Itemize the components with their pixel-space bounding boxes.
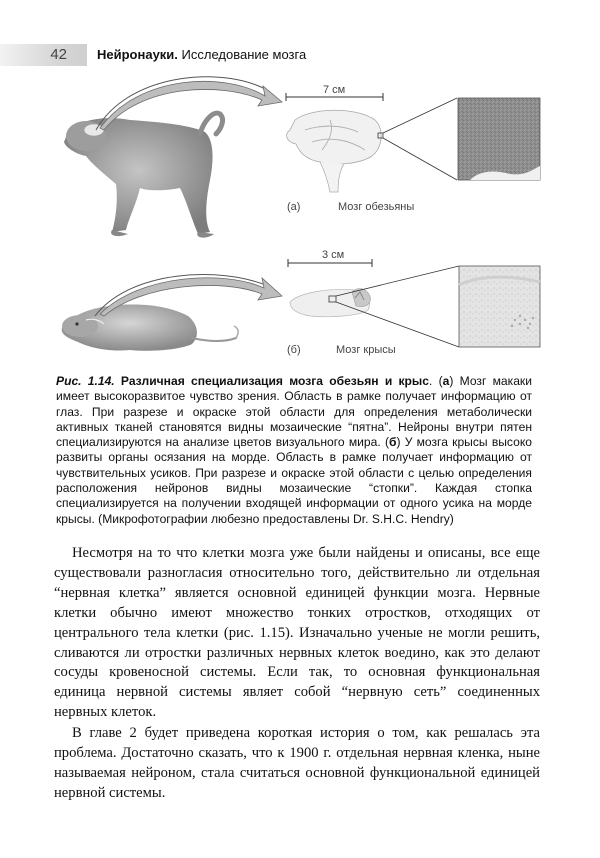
panel-label-b: Мозг крысы — [336, 344, 396, 356]
caption-part-b: У мозга крысы высоко развиты органы осязания на морде. Область в рамке получает информацию от чувствительных усиков. При разрезе и окраске этой области с целью определения расположения нейронов видны мозаические “стопки”. Каждая стопка специализируется на получении входящей информации от одного усика на морде крысы. (Микрофотографии любезно предоставлены Dr. S.H.C. Hendry) — [56, 435, 532, 526]
figure-1-14 — [0, 70, 600, 370]
figure-number: Рис. 1.14. — [56, 374, 115, 388]
rat-illustration — [62, 304, 238, 350]
running-head-title — [97, 47, 306, 62]
scale-label-a: 7 см — [323, 84, 346, 96]
figure-caption: Рис. 1.14. Различная специализация мозга обезьян и крыс. (а) Мозг макаки имеет высокоразвитое чувство зрения. Область в рамке получает информацию от глаз. При разрезе и окраске этой области для определения метаболически активных тканей становятся видны мозаические “пятна”. Нейроны внутри пятен специализируются на анализе цветов визуального мира. (б) У мозга крысы высоко развиты органы осязания на морде. Область в рамке получает информацию от чувствительных усиков. При разрезе и окраске этой области с целью определения расположения нейронов видны мозаические “стопки”. Каждая стопка специализируется на получении входящей информации от одного усика на морде крысы. (Микрофотографии любезно предоставлены Dr. S.H.C. Hendry) — [56, 374, 532, 526]
panel-letter-a: (а) — [287, 201, 301, 213]
caption-marker-a: а — [442, 374, 450, 388]
panel-letter-b: (б) — [287, 344, 301, 356]
paragraph: В главе 2 будет приведена короткая история о том, как решалась эта проблема. Достаточно сказать, что к 1900 г. отдельная нервная кленка, ныне называемая нейроном, стала считаться основной функциональной единицей нервной системы. — [54, 725, 540, 801]
chapter-title: Исследование мозга — [181, 47, 307, 62]
paragraph: Несмотря на то что клетки мозга уже были найдены и описаны, все еще существовали разногласия относительно того, действительно ли отдельная “нервная клетка” является основной единицей функции мозга. Нервные клетки обычно имеют множество тонких отростков, отходящих от центрального тела клетки (рис. 1.15). Изначально ученые не могли решить, сливаются ли отростки различных нервных клеток воедино, как это делают сосуды кровеносной системы. Если так, то основная функциональная единица нервной системы являет собой “нервную сеть” соединенных нервных клеток. — [54, 545, 540, 721]
page-number: 42 — [50, 46, 67, 63]
figure-title: Различная специализация мозга обезьян и крыс — [120, 374, 429, 388]
caption-part-a: Мозг макаки имеет высокоразвитое чувство зрения. Область в рамке получает информацию от глаз. При разрезе и окраске этой области для определения метаболически активных тканей становятся видны мозаические “пятна”. Нейроны внутри пятен специализируются на анализе цветов визуального мира. — [56, 374, 532, 450]
running-header — [0, 44, 600, 66]
scale-label-b: 3 см — [322, 249, 345, 261]
book-title: Нейронауки. — [97, 47, 178, 62]
panel-label-a: Мозг обезьяны — [338, 201, 415, 213]
figure-illustration — [0, 70, 600, 370]
rat-brain — [290, 289, 370, 317]
micrograph-rat — [459, 266, 540, 347]
body-text — [54, 544, 540, 804]
page-number-bar — [0, 44, 87, 66]
monkey-brain — [287, 110, 383, 192]
macaque-illustration — [64, 113, 223, 238]
caption-marker-b: б — [388, 435, 397, 450]
micrograph-monkey — [458, 98, 540, 180]
